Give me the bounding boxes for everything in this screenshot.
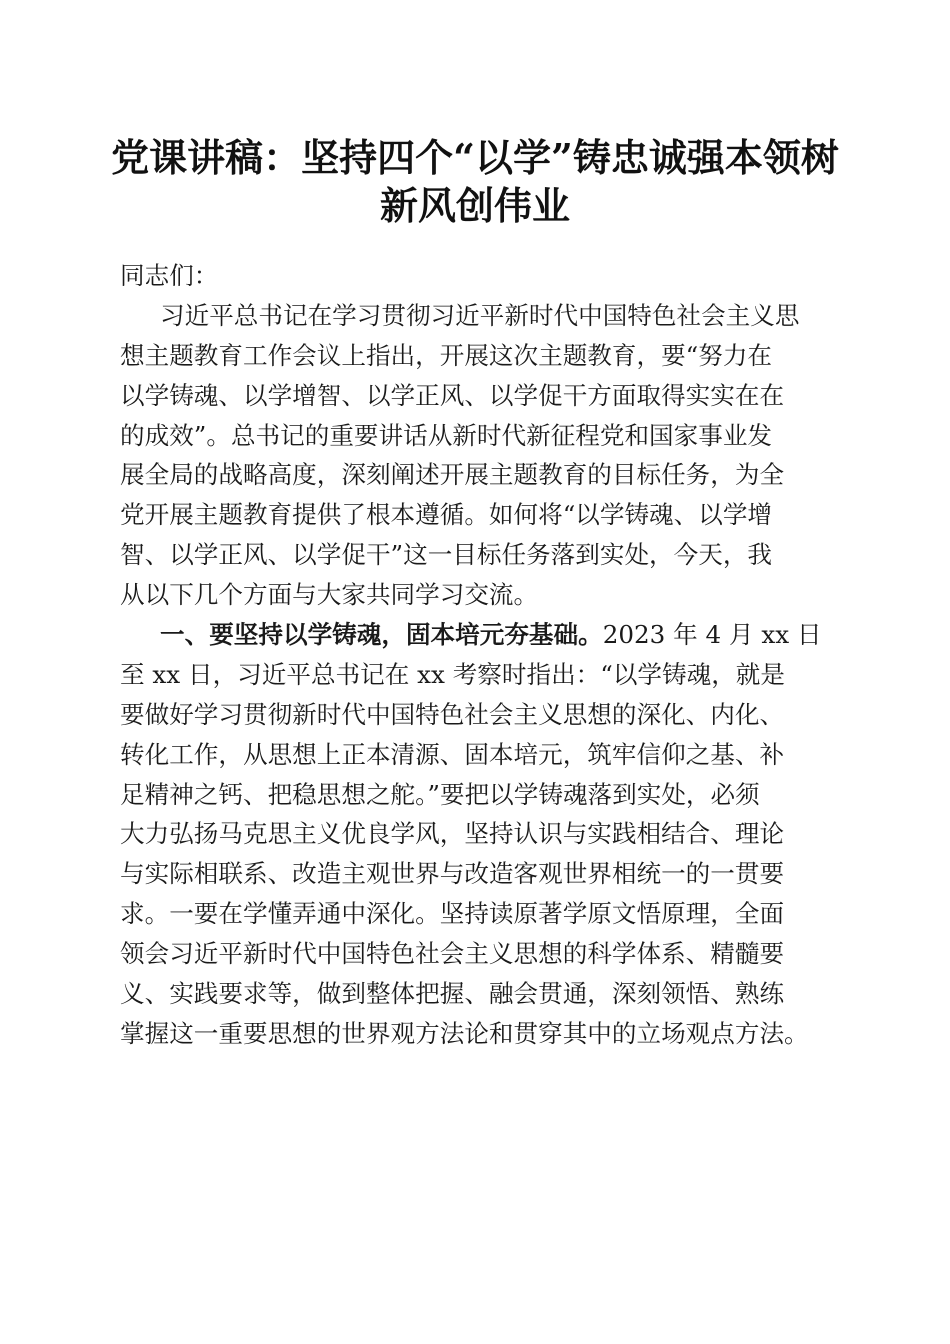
paragraph-line: 转化工作，从思想上正本清源、固本培元，筑牢信仰之基、补 [120,739,785,769]
salutation: 同志们： [120,261,219,290]
paragraph-line: 义、实践要求等，做到整体把握、融会贯通，深刻领悟、熟练 [120,979,785,1009]
document-body [120,256,860,1054]
section-1-heading: 一、要坚持以学铸魂，固本培元夯基础。 [160,620,603,650]
paragraph-line: 展全局的战略高度，深刻阐述开展主题教育的目标任务，为全 [120,460,785,490]
paragraph-line: 求。一要在学懂弄通中深化。坚持读原著学原文悟原理，全面 [120,899,785,929]
paragraph-line: 大力弘扬马克思主义优良学风，坚持认识与实践相结合、理论 [120,819,785,849]
paragraph-line: 足精神之钙、把稳思想之舵。”要把以学铸魂落到实处，必须 [120,779,760,809]
paragraph-line: 从以下几个方面与大家共同学习交流。 [120,580,539,610]
paragraph-line: 想主题教育工作会议上指出，开展这次主题教育，要“努力在 [120,340,773,370]
section-1-first-line [120,615,860,655]
paragraph-line: 党开展主题教育提供了根本遵循。如何将“以学铸魂、以学增 [120,500,773,530]
paragraph-intro [120,296,860,615]
paragraph-line: 智、以学正风、以学促干”这一目标任务落到实处，今天，我 [120,540,773,570]
section-1-first-line-rest: 2023 年 4 月 xx 日 [602,620,822,650]
paragraph-line: 以学铸魂、以学增智、以学正风、以学促干方面取得实实在在 [120,380,785,410]
paragraph-line: 掌握这一重要思想的世界观方法论和贯穿其中的立场观点方法。 [120,1018,809,1048]
paragraph-line: 的成效”。总书记的重要讲话从新时代新征程党和国家事业发 [120,420,773,450]
document-title-line-1: 党课讲稿：坚持四个“以学”铸忠诚强本领树 [111,135,839,180]
document-title-line-2: 新风创伟业 [379,183,570,228]
paragraph-line: 要做好学习贯彻新时代中国特色社会主义思想的深化、内化、 [120,699,785,729]
paragraph-line: 习近平总书记在学习贯彻习近平新时代中国特色社会主义思 [160,300,800,330]
paragraph-line: 与实际相联系、改造主观世界与改造客观世界相统一的一贯要 [120,859,785,889]
section-1 [120,615,860,1054]
paragraph-line: 领会习近平新时代中国特色社会主义思想的科学体系、精髓要 [120,939,785,969]
paragraph-line: 至 xx 日，习近平总书记在 xx 考察时指出：“以学铸魂，就是 [120,659,785,689]
